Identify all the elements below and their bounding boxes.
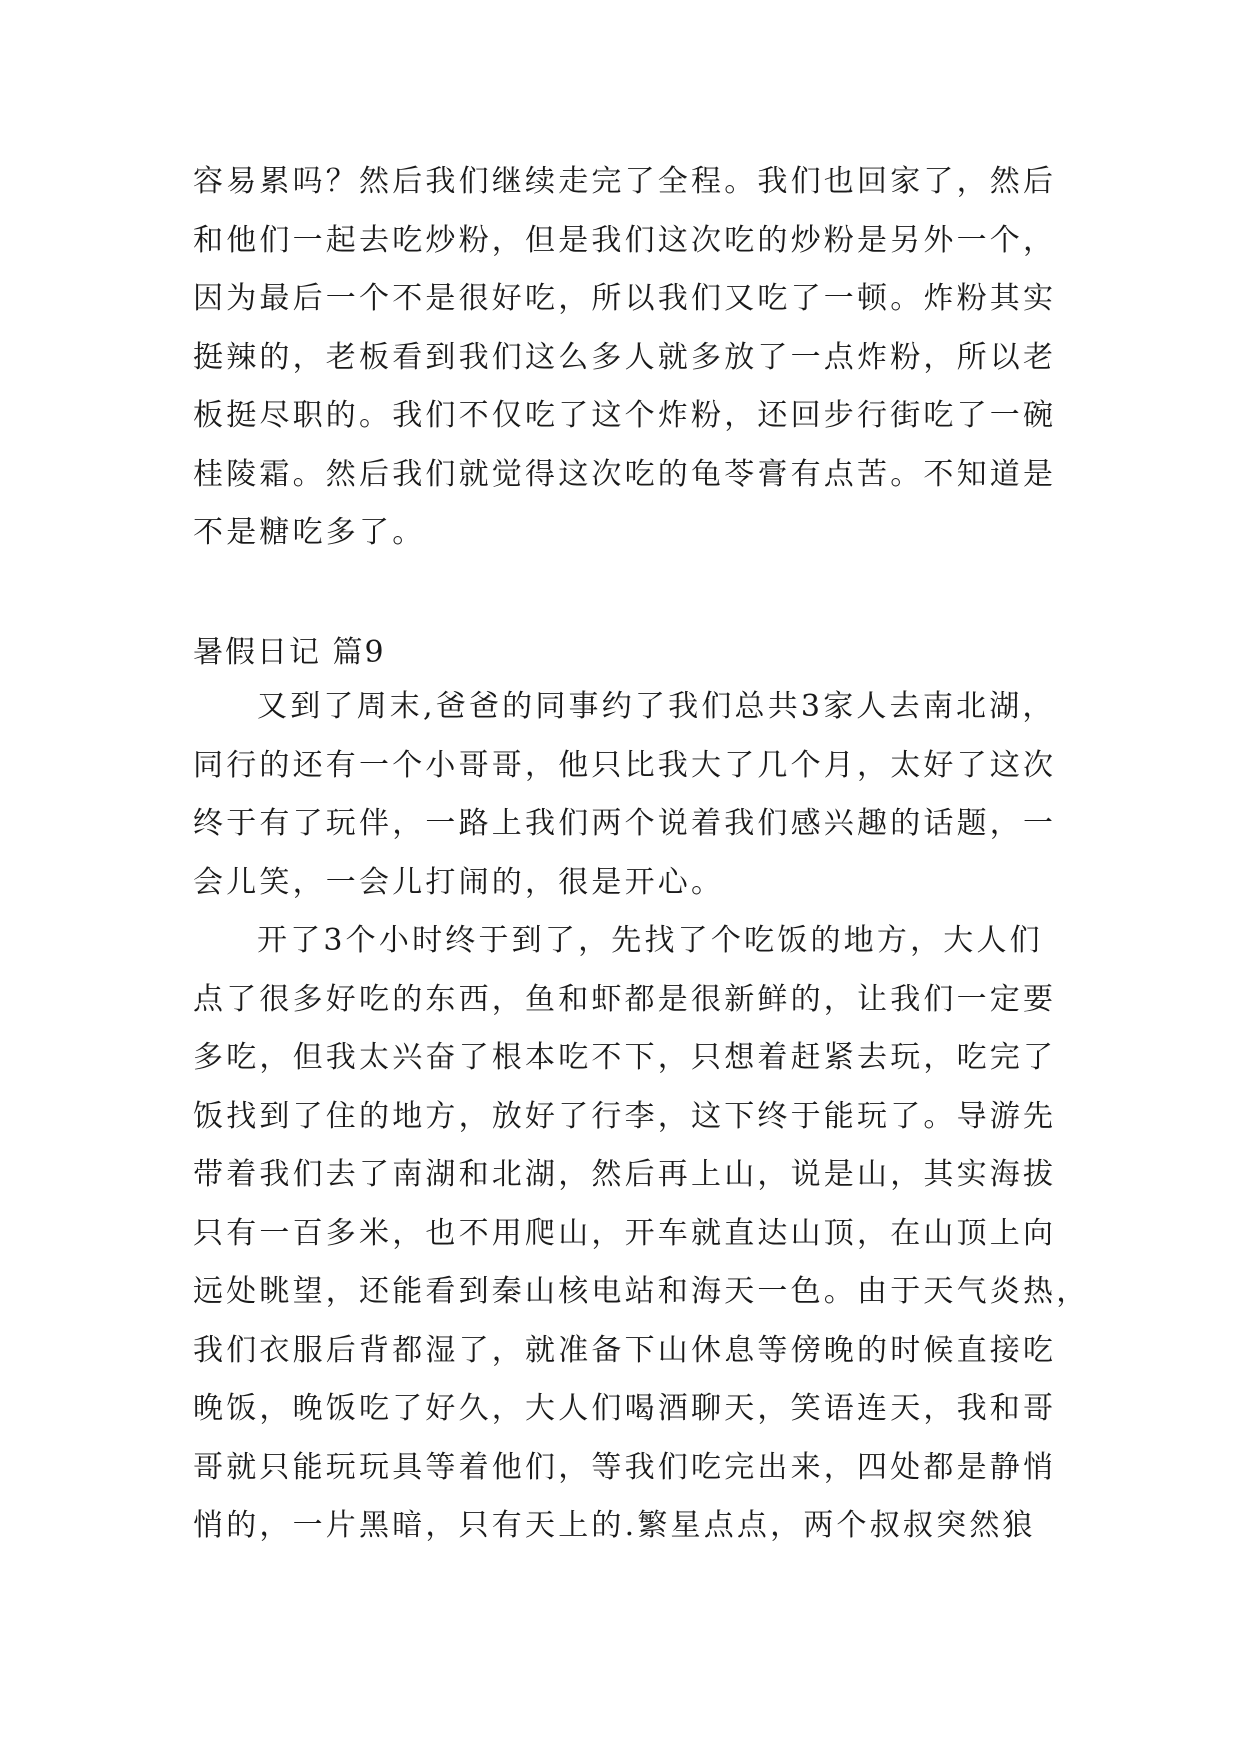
- text-line: 远处眺望，还能看到秦山核电站和海天一色。由于天气炎热，: [193, 1274, 1090, 1309]
- text-line: 哥就只能玩玩具等着他们，等我们吃完出来，四处都是静悄: [193, 1449, 1057, 1485]
- paragraph-2: [193, 912, 1090, 1556]
- text-line: 只有一百多米，也不用爬山，开车就直达山顶，在山顶上向: [193, 1215, 1057, 1251]
- text-line-first: 开了3个小时终于到了，先找了个吃饭的地方，大人们: [257, 923, 1043, 958]
- text-line: 饭找到了住的地方，放好了行李，这下终于能玩了。导游先: [193, 1098, 1057, 1134]
- text-line: 我们衣服后背都湿了，就准备下山休息等傍晚的时候直接吃: [193, 1332, 1057, 1368]
- paragraph-1: [193, 678, 1057, 912]
- text-line: 不是糖吃多了。: [193, 515, 426, 550]
- text-line: 多吃，但我太兴奋了根本吃不下，只想着赶紧去玩，吃完了: [193, 1040, 1057, 1075]
- previous-section-text: [193, 153, 1057, 563]
- text-line: 会儿笑，一会儿打闹的，很是开心。: [193, 864, 725, 900]
- text-line-first: 又到了周末,爸爸的同事约了我们总共3家人去南北湖，: [257, 689, 1056, 724]
- text-line: 因为最后一个不是很好吃，所以我们又吃了一顿。炸粉其实: [193, 281, 1057, 316]
- text-line: 晚饭，晚饭吃了好久，大人们喝酒聊天，笑语连天，我和哥: [193, 1391, 1057, 1426]
- text-line: 挺辣的，老板看到我们这么多人就多放了一点炸粉，所以老: [193, 339, 1057, 375]
- text-line: 板挺尽职的。我们不仅吃了这个炸粉，还回步行街吃了一碗: [193, 398, 1057, 433]
- text-line: 容易累吗？然后我们继续走完了全程。我们也回家了，然后: [193, 164, 1057, 199]
- text-line: 桂陵霜。然后我们就觉得这次吃的龟苓膏有点苦。不知道是: [193, 456, 1057, 492]
- text-line: 同行的还有一个小哥哥，他只比我大了几个月，太好了这次: [193, 747, 1057, 783]
- section-title: 暑假日记 篇9: [193, 635, 386, 670]
- text-line: 和他们一起去吃炒粉，但是我们这次吃的炒粉是另外一个，: [193, 222, 1057, 258]
- text-line: 悄的，一片黑暗，只有天上的.繁星点点，两个叔叔突然狼: [193, 1508, 1036, 1543]
- text-line: 带着我们去了南湖和北湖，然后再上山，说是山，其实海拔: [193, 1157, 1057, 1192]
- text-line: 点了很多好吃的东西，鱼和虾都是很新鲜的，让我们一定要: [193, 981, 1057, 1017]
- text-line: 终于有了玩伴，一路上我们两个说着我们感兴趣的话题，一: [193, 806, 1057, 841]
